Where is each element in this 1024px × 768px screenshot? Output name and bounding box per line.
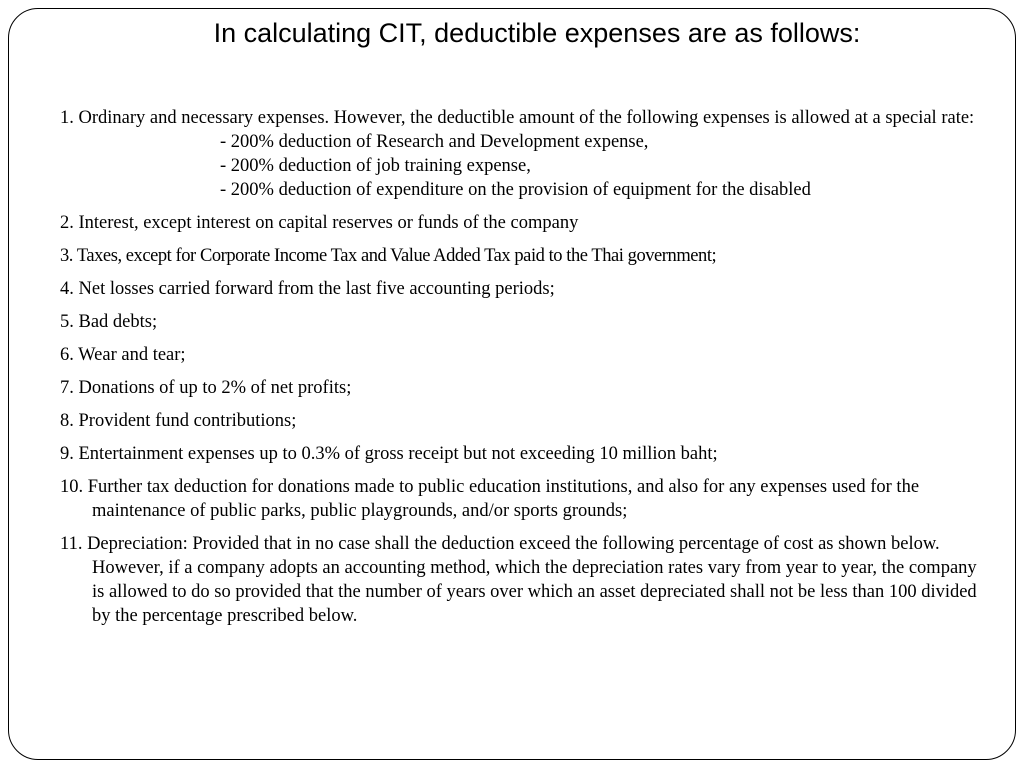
list-item-7: 7. Donations of up to 2% of net profits; bbox=[60, 378, 352, 398]
list-item-11: 11. Depreciation: Provided that in no case shall the deduction exceed the following percentage of cost as shown below. However, if a company adopts an accounting method, which the depreciation rates vary from year to year, the company is allowed to do so provided that the number of years over which an asset depreciated shall not be less than 100 divided by the percentage prescribed below. bbox=[60, 534, 977, 626]
list-item-1 bbox=[60, 106, 980, 202]
list-item-9: 9. Entertainment expenses up to 0.3% of gross receipt but not exceeding 10 million baht; bbox=[60, 444, 718, 464]
list-item-8: 8. Provident fund contributions; bbox=[60, 411, 297, 431]
list-item-6: 6. Wear and tear; bbox=[60, 345, 186, 365]
list-item-text: 1. Ordinary and necessary expenses. However, the deductible amount of the following expenses is allowed at a special rate: bbox=[60, 108, 975, 128]
sub-item-rd: - 200% deduction of Research and Development expense, bbox=[220, 132, 649, 152]
list-item-5: 5. Bad debts; bbox=[60, 312, 158, 332]
list-item-3: 3. Taxes, except for Corporate Income Tax and Value Added Tax paid to the Thai government; bbox=[60, 246, 717, 266]
list-item-4: 4. Net losses carried forward from the last five accounting periods; bbox=[60, 279, 555, 299]
sub-item-disabled-equipment: - 200% deduction of expenditure on the provision of equipment for the disabled bbox=[220, 180, 811, 200]
list-item-2: 2. Interest, except interest on capital reserves or funds of the company bbox=[60, 213, 579, 233]
sub-item-job-training: - 200% deduction of job training expense, bbox=[220, 156, 531, 176]
slide-title: In calculating CIT, deductible expenses are as follows: bbox=[213, 18, 861, 48]
list-item-10: 10. Further tax deduction for donations made to public education institutions, and also for any expenses used for the maintenance of public parks, public playgrounds, and/or sports grounds; bbox=[60, 477, 920, 521]
slide-content bbox=[60, 106, 980, 637]
sub-list bbox=[92, 130, 980, 202]
